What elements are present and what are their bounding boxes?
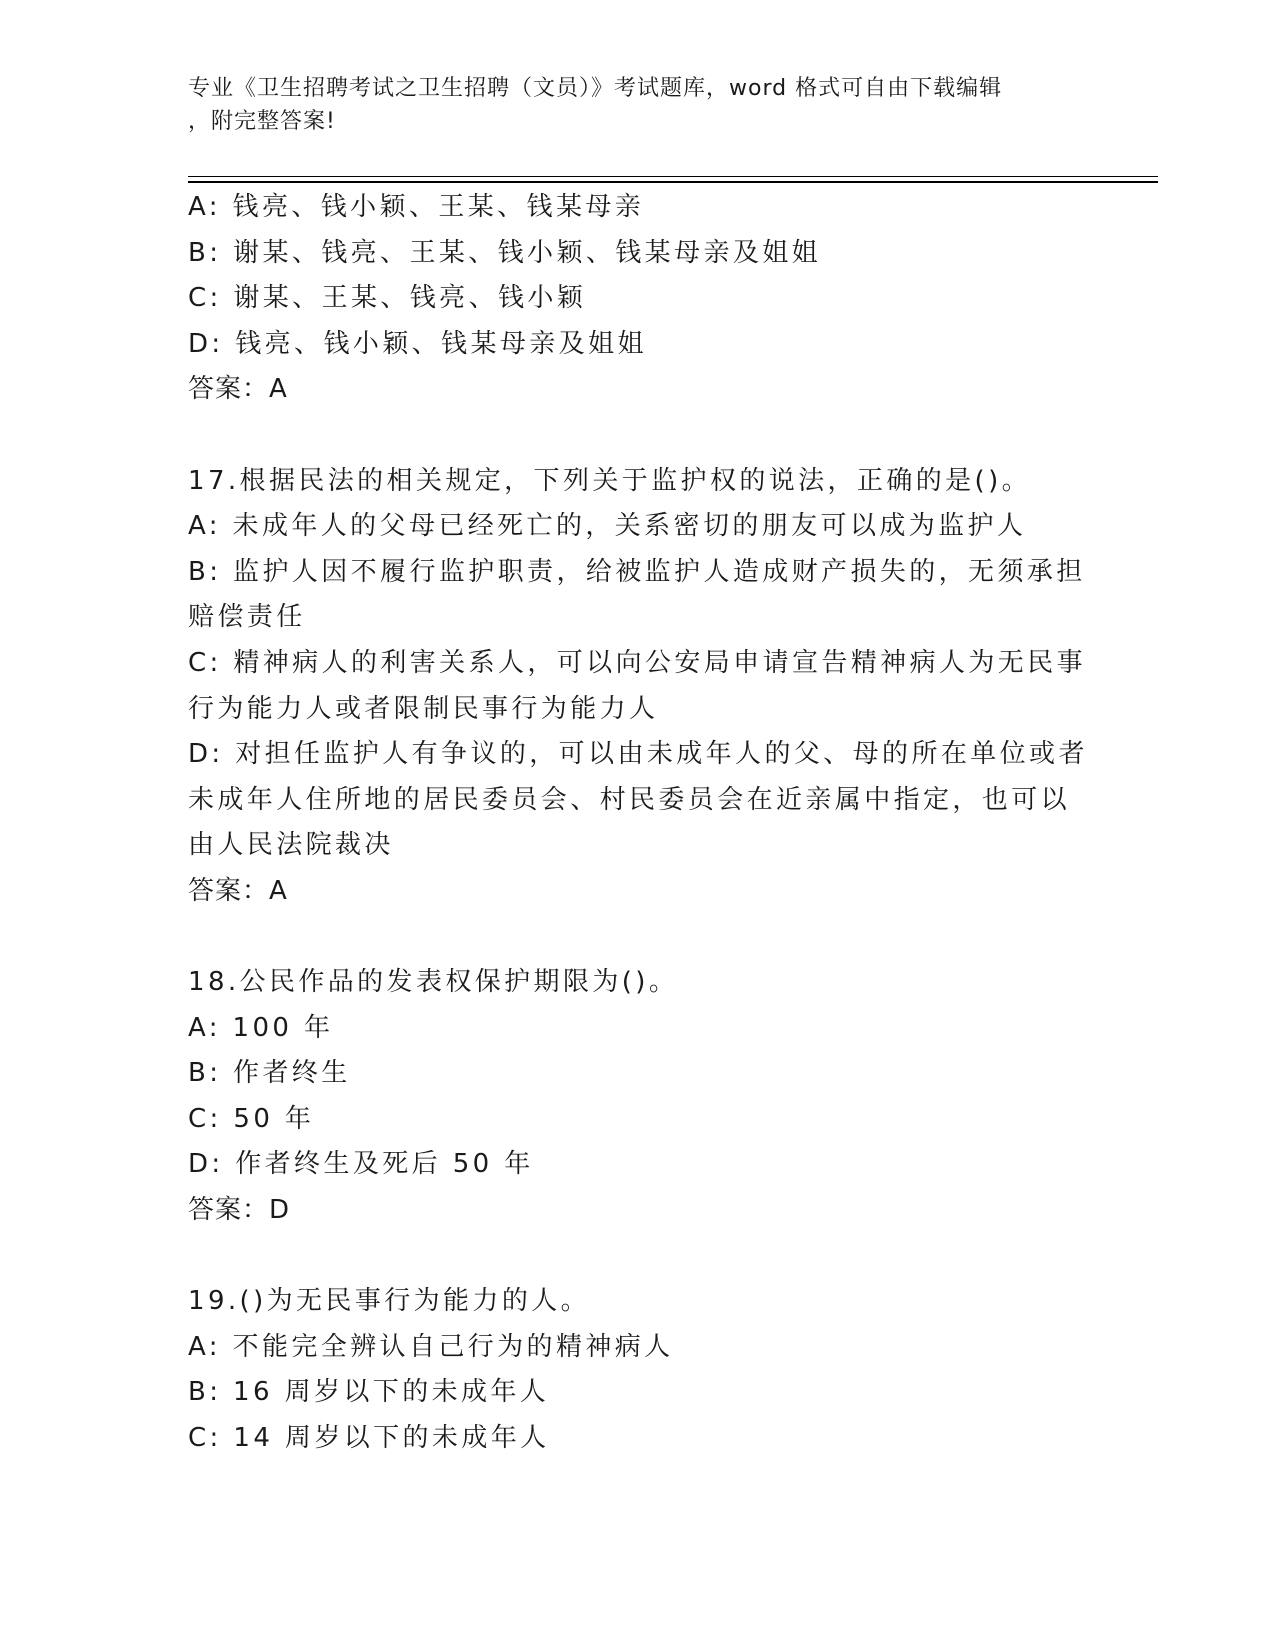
spacer [188,1234,1088,1280]
option-b: B: 作者终生 [188,1058,351,1089]
option-d-line-1: D: 对担任监护人有争议的，可以由未成年人的父、母的所在单位或者 [188,739,1088,770]
spacer [188,413,1088,459]
option-d: D: 钱亮、钱小颖、钱某母亲及姐姐 [188,328,647,359]
option-d: D: 作者终生及死后 50 年 [188,1149,534,1180]
header-divider-thin [188,176,1158,177]
option-d-line-2: 未成年人住所地的居民委员会、村民委员会在近亲属中指定，也可以 [188,784,1071,815]
answer: 答案：A [188,374,288,405]
option-c-line-1: C: 精神病人的利害关系人，可以向公安局申请宣告精神病人为无民事 [188,647,1086,678]
question-17 [188,459,1088,915]
option-a: A: 不能完全辨认自己行为的精神病人 [188,1331,674,1362]
header-divider-thick [188,181,1158,183]
prev-question [188,185,1088,413]
option-a: A: 100 年 [188,1012,334,1043]
question-18 [188,960,1088,1234]
option-b: B: 16 周岁以下的未成年人 [188,1377,550,1408]
question-19 [188,1279,1088,1461]
header-title-line-2: ，附完整答案! [188,109,336,134]
option-b-line-1: B: 监护人因不履行监护职责，给被监护人造成财产损失的，无须承担 [188,556,1086,587]
option-b-line-2: 赔偿责任 [188,602,306,633]
option-d-line-3: 由人民法院裁决 [188,830,394,861]
question-stem: 19.()为无民事行为能力的人。 [188,1286,591,1317]
option-b: B: 谢某、钱亮、王某、钱小颖、钱某母亲及姐姐 [188,237,822,268]
answer: 答案：D [188,1195,291,1226]
option-c: C: 谢某、王某、钱亮、钱小颖 [188,283,587,314]
option-a: A: 钱亮、钱小颖、王某、钱某母亲 [188,192,645,222]
document-header [188,72,1068,138]
option-c: C: 14 周岁以下的未成年人 [188,1423,550,1454]
question-stem: 17.根据民法的相关规定，下列关于监护权的说法，正确的是()。 [188,465,1032,496]
header-title-line-1: 专业《卫生招聘考试之卫生招聘（文员）》考试题库，word 格式可自由下载编辑 [188,76,1003,101]
option-c-line-2: 行为能力人或者限制民事行为能力人 [188,693,659,724]
option-a: A: 未成年人的父母已经死亡的，关系密切的朋友可以成为监护人 [188,511,1027,542]
spacer [188,915,1088,961]
answer: 答案：A [188,875,288,906]
question-content [188,185,1088,1462]
question-stem: 18.公民作品的发表权保护期限为()。 [188,967,679,998]
option-c: C: 50 年 [188,1103,315,1134]
